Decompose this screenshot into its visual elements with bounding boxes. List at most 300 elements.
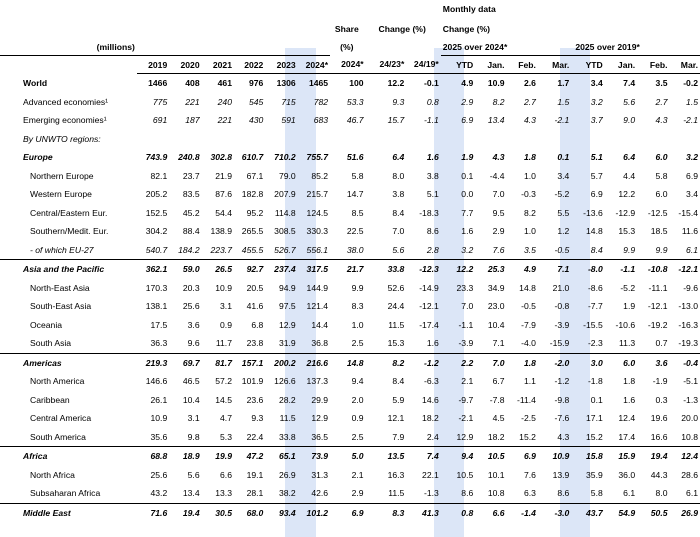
cell-value: 8.3	[366, 503, 407, 522]
cell-value: 317.5	[298, 260, 330, 279]
cell-value: 2.9	[461, 96, 474, 107]
cell-value: 8.0	[392, 170, 405, 181]
cell-value: 6.3	[523, 488, 536, 499]
cell-value: 22.1	[422, 469, 439, 480]
cell-value: 4.3	[492, 152, 505, 163]
cell-value: 13.3	[215, 488, 232, 499]
cell-value: 8.2	[492, 96, 505, 107]
cell-value: 240	[217, 96, 232, 107]
cell-value: -10.6	[615, 319, 636, 330]
cell-value: 18.2	[422, 413, 439, 424]
cell-value: 14.8	[330, 353, 366, 372]
cell-value: 26.9	[670, 503, 700, 522]
change-header: Change (%)	[378, 23, 426, 34]
cell-value: 6.7	[492, 376, 505, 387]
cell-value: 976	[248, 78, 264, 89]
cell-value: 3.6	[637, 353, 669, 372]
cell-value: 1.8	[507, 353, 538, 372]
cell-value: -5.2	[554, 189, 570, 200]
share-pct-label: (%)	[340, 42, 354, 53]
cell-value: 2.8	[426, 244, 439, 255]
table-row	[0, 167, 700, 186]
cell-value: -7.6	[554, 413, 570, 424]
cell-value: 1306	[276, 78, 296, 89]
cell-value: 304.2	[145, 226, 168, 237]
cell-value: 28.2	[278, 394, 296, 405]
cell-value: 25.3	[475, 260, 506, 279]
cell-value: 408	[185, 78, 200, 89]
cell-value: 8.4	[590, 244, 603, 255]
table-row	[0, 279, 700, 298]
cell-value: 43.2	[150, 488, 168, 499]
cell-value: 743.9	[145, 152, 168, 163]
cell-value: 205.2	[145, 189, 168, 200]
cell-value: 23.7	[182, 170, 200, 181]
cell-value: 23.6	[246, 394, 264, 405]
row-label: Central/Eastern Eur.	[30, 207, 108, 218]
cell-value: 2.5	[351, 431, 364, 442]
cell-value: 4.9	[461, 78, 474, 89]
table-row	[0, 297, 700, 316]
table-row	[0, 372, 700, 391]
cell-value: -1.3	[423, 488, 439, 499]
cell-value: -1.1	[605, 260, 637, 279]
cell-value: 11.6	[681, 226, 698, 237]
cell-value: 88.4	[182, 226, 200, 237]
cell-value: 42.6	[311, 488, 329, 499]
cell-value: 2.0	[351, 394, 364, 405]
cell-value: 36.5	[311, 431, 329, 442]
year-header: 2024*	[298, 56, 330, 74]
cell-value: 12.2	[387, 78, 405, 89]
cell-value: 9.4	[351, 376, 364, 387]
cell-value: 35.6	[150, 431, 168, 442]
cell-value: 4.4	[623, 170, 636, 181]
cell-value: -2.1	[554, 115, 570, 126]
cell-value: 1.7	[557, 78, 570, 89]
cell-value: -1.3	[683, 394, 698, 405]
cell-value: 0.8	[441, 503, 475, 522]
cell-value: 16.3	[387, 469, 405, 480]
cell-value: 3.2	[590, 96, 603, 107]
row-label: North-East Asia	[30, 282, 90, 293]
cell-value: 8.3	[351, 301, 364, 312]
cell-value: 19.4	[637, 447, 669, 466]
cell-value: 10.4	[182, 394, 200, 405]
row-label: Americas	[0, 353, 137, 372]
year-header: 2019	[137, 56, 169, 74]
cell-value: 5.9	[392, 394, 405, 405]
cell-value: -2.3	[587, 338, 603, 349]
cell-value: 5.1	[426, 189, 439, 200]
cell-value: 1.6	[623, 394, 636, 405]
cell-value: -17.4	[419, 319, 439, 330]
cell-value: 12.9	[456, 431, 474, 442]
cell-value: 1.8	[623, 376, 636, 387]
cell-value: 157.1	[234, 353, 265, 372]
cell-value: 265.5	[241, 226, 264, 237]
cell-value: 184.2	[178, 244, 200, 255]
cell-value: 330.3	[306, 226, 329, 237]
cell-value: 6.1	[686, 488, 698, 499]
cell-value: 3.4	[686, 189, 698, 200]
cell-value: 9.3	[392, 96, 405, 107]
cell-value: -13.6	[583, 207, 603, 218]
cell-value: 0.7	[655, 338, 668, 349]
cell-value: 591	[281, 115, 296, 126]
cell-value: 53.3	[346, 96, 364, 107]
cell-value: 22.4	[246, 431, 264, 442]
monthly-col-header: YTD	[571, 56, 604, 74]
cell-value: 24.4	[387, 301, 405, 312]
cell-value: 21.7	[330, 260, 366, 279]
cell-value: -11.1	[648, 282, 668, 293]
cell-value: 362.1	[137, 260, 169, 279]
cell-value: 691	[152, 115, 168, 126]
cell-value: -7.9	[521, 319, 536, 330]
cell-value: 683	[313, 115, 329, 126]
cell-value: 21.9	[215, 170, 232, 181]
cell-value: -9.7	[458, 394, 474, 405]
row-label: South-East Asia	[30, 301, 92, 312]
cell-value: 38.2	[278, 488, 296, 499]
cell-value: 4.3	[523, 115, 536, 126]
cell-value: -14.9	[419, 282, 439, 293]
year-header: 2023	[265, 56, 297, 74]
cell-value: 25.6	[182, 301, 200, 312]
cell-value: 36.3	[150, 338, 168, 349]
cell-value: 15.2	[519, 431, 536, 442]
monthly-col-header: Mar.	[670, 56, 700, 74]
cell-value: 0.1	[557, 152, 570, 163]
cell-value: 17.1	[586, 413, 603, 424]
cell-value: -0.4	[670, 353, 700, 372]
cell-value: 14.7	[346, 189, 364, 200]
cell-value: 0.9	[351, 413, 364, 424]
cell-value: 7.1	[538, 260, 571, 279]
cell-value: 6.9	[507, 447, 538, 466]
period-2025-2019: 2025 over 2019*	[571, 39, 700, 56]
cell-value: 33.8	[366, 260, 407, 279]
year-header: 2020	[169, 56, 201, 74]
cell-value: 13.5	[366, 447, 407, 466]
cell-value: 1.5	[557, 96, 570, 107]
cell-value: 5.6	[187, 469, 200, 480]
cell-value: 10.9	[487, 78, 505, 89]
cell-value: 51.6	[346, 152, 364, 163]
cell-value: 8.2	[523, 207, 536, 218]
cell-value: 1.6	[426, 338, 439, 349]
cell-value: 11.3	[619, 338, 636, 349]
cell-value: 34.9	[487, 282, 505, 293]
table-row	[0, 204, 700, 223]
cell-value: 47.2	[234, 447, 265, 466]
cell-value: 2.7	[523, 96, 536, 107]
cell-value: -9.8	[554, 394, 570, 405]
cell-value: 26.5	[202, 260, 234, 279]
cell-value: 68.8	[137, 447, 169, 466]
cell-value: 3.7	[590, 115, 603, 126]
cell-value: -2.0	[538, 353, 571, 372]
cell-value: 22.5	[346, 226, 364, 237]
monthly-col-header: YTD	[441, 56, 475, 74]
cell-value: 30.5	[202, 503, 234, 522]
cell-value: 308.5	[274, 226, 296, 237]
cell-value: 6.9	[330, 503, 366, 522]
cell-value: -11.4	[516, 394, 536, 405]
cell-value: -2.1	[458, 413, 474, 424]
cell-value: 12.4	[670, 447, 700, 466]
cell-value: 3.8	[426, 170, 439, 181]
cell-value: 95.2	[246, 207, 264, 218]
cell-value: 144.9	[306, 282, 329, 293]
cell-value: 7.0	[392, 226, 405, 237]
table-row	[0, 391, 700, 410]
cell-value: 26.9	[278, 469, 296, 480]
cell-value: -3.9	[554, 319, 570, 330]
table-row	[0, 428, 700, 447]
table-row	[0, 93, 700, 112]
table-row	[0, 353, 700, 372]
row-label: Oceania	[30, 319, 63, 330]
cell-value: 126.6	[274, 376, 296, 387]
row-label: By UNWTO regions:	[23, 133, 101, 144]
cell-value: 6.8	[251, 319, 264, 330]
cell-value: 6.4	[623, 152, 636, 163]
row-label: Northern Europe	[30, 170, 94, 181]
cell-value: 12.9	[311, 413, 329, 424]
cell-value: 219.3	[137, 353, 169, 372]
millions-label: (millions)	[0, 39, 137, 56]
table-row	[0, 334, 700, 353]
cell-value: 43.7	[571, 503, 604, 522]
cell-value: 455.5	[241, 244, 264, 255]
cell-value: 1465	[308, 78, 329, 89]
cell-value: 216.6	[298, 353, 330, 372]
cell-value: 3.5	[523, 244, 536, 255]
cell-value: -5.2	[620, 282, 636, 293]
cell-value: 31.3	[311, 469, 329, 480]
cell-value: 7.9	[392, 431, 405, 442]
cell-value: 8.0	[655, 488, 668, 499]
cell-value: 36.8	[311, 338, 329, 349]
cell-value: 15.3	[618, 226, 636, 237]
cell-value: 101.9	[241, 376, 264, 387]
cell-value: 710.2	[274, 152, 296, 163]
cell-value: -1.2	[406, 353, 440, 372]
cell-value: 1.9	[461, 152, 474, 163]
cell-value: -15.9	[549, 338, 570, 349]
cell-value: 9.6	[187, 338, 200, 349]
row-label: Europe	[23, 152, 53, 163]
monthly-col-header: Jan.	[605, 56, 637, 74]
cell-value: 6.6	[220, 469, 232, 480]
cell-value: 94.9	[278, 282, 296, 293]
cell-value: 223.7	[210, 244, 232, 255]
cell-value: 146.6	[145, 376, 168, 387]
cell-value: 1.9	[623, 301, 636, 312]
cell-value: 101.2	[298, 503, 330, 522]
cell-value: 10.9	[150, 413, 168, 424]
row-label: Advanced economies¹	[23, 96, 109, 107]
cell-value: 8.4	[392, 207, 405, 218]
cell-value: 114.8	[274, 207, 296, 218]
cell-value: 6.0	[605, 353, 637, 372]
cell-value: 6.0	[655, 152, 668, 163]
cell-value: 20.5	[246, 282, 264, 293]
row-label: Southern/Medit. Eur.	[30, 226, 109, 237]
cell-value: 54.4	[215, 207, 232, 218]
table-row	[0, 241, 700, 260]
cell-value: 12.1	[387, 413, 405, 424]
cell-value: -1.4	[507, 503, 538, 522]
cell-value: 7.6	[523, 469, 536, 480]
cell-value: 5.7	[590, 170, 603, 181]
header-row-1	[0, 0, 700, 18]
table-row	[0, 447, 700, 466]
cell-value: 6.4	[392, 152, 405, 163]
cell-value: -1.1	[423, 115, 439, 126]
cell-value: 1.0	[523, 226, 536, 237]
cell-value: 461	[217, 78, 232, 89]
cell-value: 221	[217, 115, 232, 126]
cell-value: -5.1	[683, 376, 698, 387]
cell-value: 65.1	[265, 447, 297, 466]
cell-value: -19.3	[678, 338, 698, 349]
monthly-data-header: Monthly data	[442, 4, 496, 14]
cell-value: 5.5	[557, 207, 570, 218]
cell-value: -0.8	[554, 301, 570, 312]
monthly-col-header: Jan.	[475, 56, 506, 74]
cell-value: 23.3	[456, 282, 474, 293]
cell-value: 207.9	[274, 189, 296, 200]
cell-value: -12.3	[406, 260, 440, 279]
cell-value: 1.0	[523, 170, 536, 181]
table-row	[0, 503, 700, 522]
cell-value: -15.4	[678, 207, 698, 218]
cell-value: 23.8	[246, 338, 264, 349]
cell-value: 33.8	[278, 431, 296, 442]
cell-value: 3.1	[187, 413, 200, 424]
cell-value: 124.5	[306, 207, 329, 218]
row-label: Africa	[0, 447, 137, 466]
cell-value: 26.1	[150, 394, 168, 405]
cell-value: 4.9	[507, 260, 538, 279]
cell-value: -0.5	[521, 301, 536, 312]
cell-value: 1.0	[351, 319, 364, 330]
monthly-col-header: Mar.	[538, 56, 571, 74]
cell-value: 13.9	[552, 469, 570, 480]
cell-value: 2.2	[441, 353, 475, 372]
cell-value: 28.1	[246, 488, 264, 499]
cell-value: 430	[248, 115, 264, 126]
cell-value: 15.7	[387, 115, 405, 126]
cell-value: -12.1	[419, 301, 439, 312]
cell-value: 69.7	[169, 353, 201, 372]
cell-value: 20.0	[681, 413, 698, 424]
cell-value: 81.7	[202, 353, 234, 372]
cell-value: 8.5	[351, 207, 364, 218]
cell-value: 97.5	[278, 301, 296, 312]
table-row	[0, 466, 700, 485]
cell-value: -12.9	[615, 207, 636, 218]
cell-value: -1.9	[652, 376, 668, 387]
cell-value: 14.8	[586, 226, 603, 237]
cell-value: 7.0	[492, 189, 505, 200]
cell-value: 18.5	[650, 226, 668, 237]
cell-value: 17.5	[150, 319, 168, 330]
cell-value: -0.1	[423, 78, 439, 89]
cell-value: 18.2	[487, 431, 505, 442]
cell-value: -0.3	[521, 189, 536, 200]
cell-value: 8.6	[426, 226, 439, 237]
cell-value: 556.1	[306, 244, 329, 255]
cell-value: -13.0	[678, 301, 698, 312]
cell-value: 6.6	[475, 503, 506, 522]
cell-value: -9.6	[683, 282, 698, 293]
table-row	[0, 222, 700, 241]
cell-value: 2.6	[523, 78, 536, 89]
table-row	[0, 74, 700, 93]
cell-value: 138.9	[210, 226, 232, 237]
cell-value: 9.8	[187, 431, 200, 442]
header-row-3	[0, 39, 700, 56]
table-row	[0, 185, 700, 204]
cell-value: 8.2	[366, 353, 407, 372]
cell-value: 1.1	[523, 376, 536, 387]
cell-value: 215.7	[306, 189, 329, 200]
cell-value: 38.0	[346, 244, 364, 255]
cell-value: 100	[349, 78, 364, 89]
cell-value: 20.3	[182, 282, 200, 293]
row-label: Emerging economies¹	[23, 115, 107, 126]
cell-value: -15.5	[583, 319, 603, 330]
cell-value: 3.0	[571, 353, 604, 372]
change-col-header: 24/19*	[406, 56, 440, 74]
cell-value: 7.4	[623, 78, 636, 89]
cell-value: 182.8	[241, 189, 264, 200]
cell-value: 170.3	[145, 282, 168, 293]
cell-value: -2.5	[521, 413, 536, 424]
cell-value: 67.1	[246, 170, 264, 181]
cell-value: -4.4	[489, 170, 505, 181]
cell-value: 83.5	[182, 189, 200, 200]
cell-value: 82.1	[150, 170, 168, 181]
cell-value: 12.9	[278, 319, 296, 330]
cell-value: -1.1	[458, 319, 474, 330]
cell-value: 9.5	[492, 207, 505, 218]
cell-value: 715	[281, 96, 296, 107]
cell-value: 775	[152, 96, 168, 107]
cell-value: 6.9	[590, 189, 603, 200]
table-row	[0, 130, 700, 149]
cell-value: 46.5	[182, 376, 200, 387]
cell-value: -3.0	[538, 503, 571, 522]
cell-value: 19.6	[650, 413, 668, 424]
cell-value: 14.5	[215, 394, 232, 405]
table-row	[0, 260, 700, 279]
cell-value: -4.0	[521, 338, 536, 349]
cell-value: 28.6	[681, 469, 698, 480]
cell-value: 79.0	[278, 170, 296, 181]
cell-value: 6.1	[623, 488, 636, 499]
share-header: Share	[334, 23, 359, 34]
cell-value: 31.9	[278, 338, 296, 349]
table-row	[0, 316, 700, 335]
row-label: Subsaharan Africa	[30, 488, 101, 499]
cell-value: 545	[248, 96, 264, 107]
cell-value: 2.7	[655, 96, 668, 107]
